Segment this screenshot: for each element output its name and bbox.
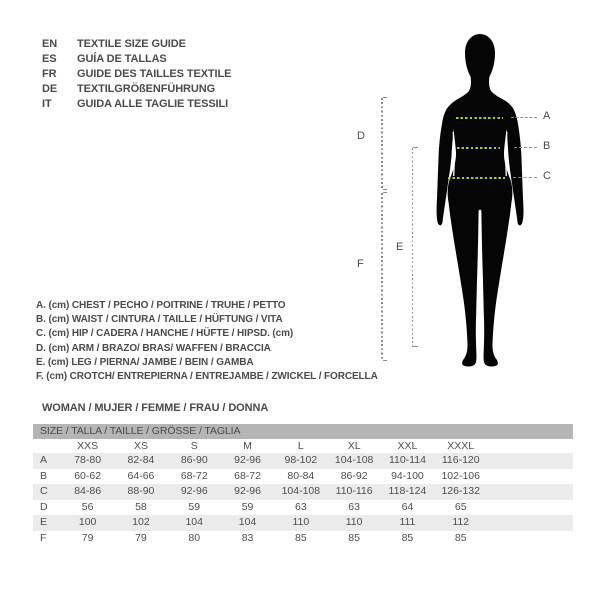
value-cell: 78-80 (74, 454, 102, 466)
legend-item: A. (cm) CHEST / PECHO / POITRINE / TRUHE / PETTO (36, 300, 286, 311)
value-cell: 100 (78, 516, 97, 528)
language-title: TEXTILGRÖßENFÜHRUNG (77, 83, 216, 95)
value-cell: 80-84 (287, 469, 315, 482)
value-cell: 92-96 (234, 454, 261, 466)
value-cell: 63 (294, 500, 307, 513)
value-cell: 85 (348, 531, 360, 544)
table-row (33, 469, 573, 485)
size-header-spacer (33, 439, 61, 453)
measurement-legend (36, 299, 378, 384)
language-code: ES (42, 53, 57, 65)
row-values (61, 469, 487, 485)
value-cell: 102 (132, 516, 150, 528)
value-cell: 126-132 (441, 485, 480, 497)
value-cell: 98-102 (284, 454, 318, 466)
value-cell: 56 (81, 500, 94, 513)
size-column-header: XXS (77, 440, 99, 452)
value-cell: 104 (238, 516, 257, 528)
value-cell: 64-66 (127, 469, 155, 482)
size-column-header: XXXL (447, 440, 475, 452)
size-table (33, 424, 573, 546)
row-label: F (40, 531, 47, 544)
marker-label-e: E (396, 241, 404, 253)
value-cell: 104-108 (334, 454, 374, 466)
leg-measure-line (412, 148, 414, 347)
value-cell: 79 (81, 531, 94, 544)
hip-leader-line (513, 177, 537, 178)
marker-label-f: F (357, 258, 364, 270)
size-table-header-band: SIZE / TALLA / TAILLE / GRÖSSE / TAGLIA (33, 424, 573, 439)
size-column-header: XS (133, 440, 148, 452)
size-column-headers (33, 439, 573, 453)
row-label: A (40, 454, 48, 466)
value-cell: 83 (241, 531, 254, 544)
language-title: GUIDA ALLE TAGLIE TESSILI (77, 98, 229, 110)
table-row (33, 453, 573, 469)
language-code: DE (42, 83, 58, 95)
language-row (42, 52, 231, 67)
value-cell: 104-108 (281, 485, 321, 497)
language-row (42, 37, 231, 52)
language-title-list (42, 37, 231, 112)
value-cell: 110 (345, 516, 363, 528)
legend-item: F. (cm) CROTCH/ ENTREPIERNA / ENTREJAMBE / ZWICKEL / FORCELLA (36, 370, 378, 382)
crotch-line-top-tick (383, 192, 388, 193)
hip-measure-line (448, 177, 505, 179)
row-values (61, 500, 487, 516)
language-title: GUIDE DES TAILLES TEXTILE (77, 68, 232, 80)
value-cell: 59 (241, 500, 254, 513)
gender-label: WOMAN / MUJER / FEMME / FRAU / DONNA (42, 402, 269, 414)
value-cell: 92-96 (180, 485, 208, 497)
marker-label-d: D (357, 130, 365, 142)
row-values (61, 515, 487, 531)
table-row (33, 500, 573, 516)
value-cell: 68-72 (180, 469, 208, 482)
value-cell: 86-92 (340, 469, 368, 482)
table-row (33, 515, 573, 531)
value-cell: 60-62 (74, 469, 102, 482)
waist-leader-line (514, 147, 537, 148)
row-label: C (40, 485, 48, 497)
value-cell: 82-84 (127, 454, 155, 466)
chest-measure-line (456, 117, 503, 119)
value-cell: 102-106 (441, 469, 480, 482)
size-column-header: M (243, 440, 252, 452)
value-cell: 92-96 (234, 485, 261, 497)
value-cell: 85 (401, 531, 414, 544)
value-cell: 68-72 (234, 469, 261, 482)
row-label: E (40, 516, 48, 528)
leg-line-top-tick (413, 147, 418, 148)
language-code: FR (42, 68, 57, 80)
value-cell: 85 (294, 531, 307, 544)
language-title: TEXTILE SIZE GUIDE (77, 38, 186, 50)
crotch-measure-line (381, 193, 383, 361)
value-cell: 65 (454, 500, 467, 513)
crotch-line-bottom-tick (383, 360, 388, 361)
legend-item: E. (cm) LEG / PIERNA/ JAMBE / BEIN / GAMBA (36, 356, 254, 368)
row-label: B (40, 469, 48, 482)
value-cell: 84-86 (74, 485, 102, 497)
table-row (33, 531, 573, 547)
value-cell: 88-90 (127, 485, 155, 497)
arm-measure-line (381, 98, 383, 190)
row-values (61, 453, 487, 469)
marker-label-a: A (543, 110, 551, 122)
arm-gap-left (453, 132, 454, 176)
value-cell: 110 (292, 516, 310, 528)
arm-line-bottom-tick (383, 189, 388, 190)
language-row (42, 82, 231, 97)
language-title: GUÍA DE TALLAS (77, 53, 167, 65)
arm-gap-right (506, 132, 507, 176)
value-cell: 112 (452, 516, 470, 528)
value-cell: 58 (135, 500, 147, 513)
waist-measure-line (457, 147, 500, 149)
marker-label-b: B (543, 140, 551, 152)
value-cell: 80 (188, 531, 201, 544)
value-cell: 86-90 (180, 454, 208, 466)
value-cell: 118-124 (388, 485, 427, 497)
legend-item: D. (cm) ARM / BRAZO/ BRAS/ WAFFEN / BRACCIA (36, 342, 271, 354)
value-cell: 64 (401, 500, 414, 513)
value-cell: 63 (348, 500, 360, 513)
value-cell: 104 (185, 516, 203, 528)
arm-line-top-tick (383, 97, 388, 98)
language-code: IT (42, 98, 52, 110)
table-row (33, 484, 573, 500)
marker-label-c: C (543, 170, 551, 182)
size-column-header: L (297, 440, 304, 452)
size-column-header: XXL (397, 440, 418, 452)
value-cell: 116-120 (441, 454, 480, 466)
value-cell: 110-116 (335, 485, 373, 497)
value-cell: 111 (399, 516, 416, 528)
woman-silhouette (395, 28, 565, 368)
size-column-header: XL (347, 440, 361, 452)
value-cell: 94-100 (391, 469, 424, 482)
size-column-header: S (190, 440, 198, 452)
chest-leader-line (511, 117, 537, 118)
value-cell: 110-114 (388, 454, 426, 466)
value-cell: 85 (454, 531, 467, 544)
legend-item: B. (cm) WAIST / CINTURA / TAILLE / HÜFTUNG / VITA (36, 314, 283, 326)
row-values (61, 531, 487, 547)
legend-item: C. (cm) HIP / CADERA / HANCHE / HÜFTE / HIPSD. (cm) (36, 328, 294, 340)
leg-line-bottom-tick (413, 346, 418, 347)
value-cell: 79 (135, 531, 147, 544)
row-values (61, 484, 487, 500)
language-row (42, 67, 231, 82)
language-row (42, 97, 231, 112)
language-code: EN (42, 38, 58, 50)
value-cell: 59 (188, 500, 201, 513)
row-label: D (40, 500, 48, 513)
size-table-body (33, 453, 573, 546)
